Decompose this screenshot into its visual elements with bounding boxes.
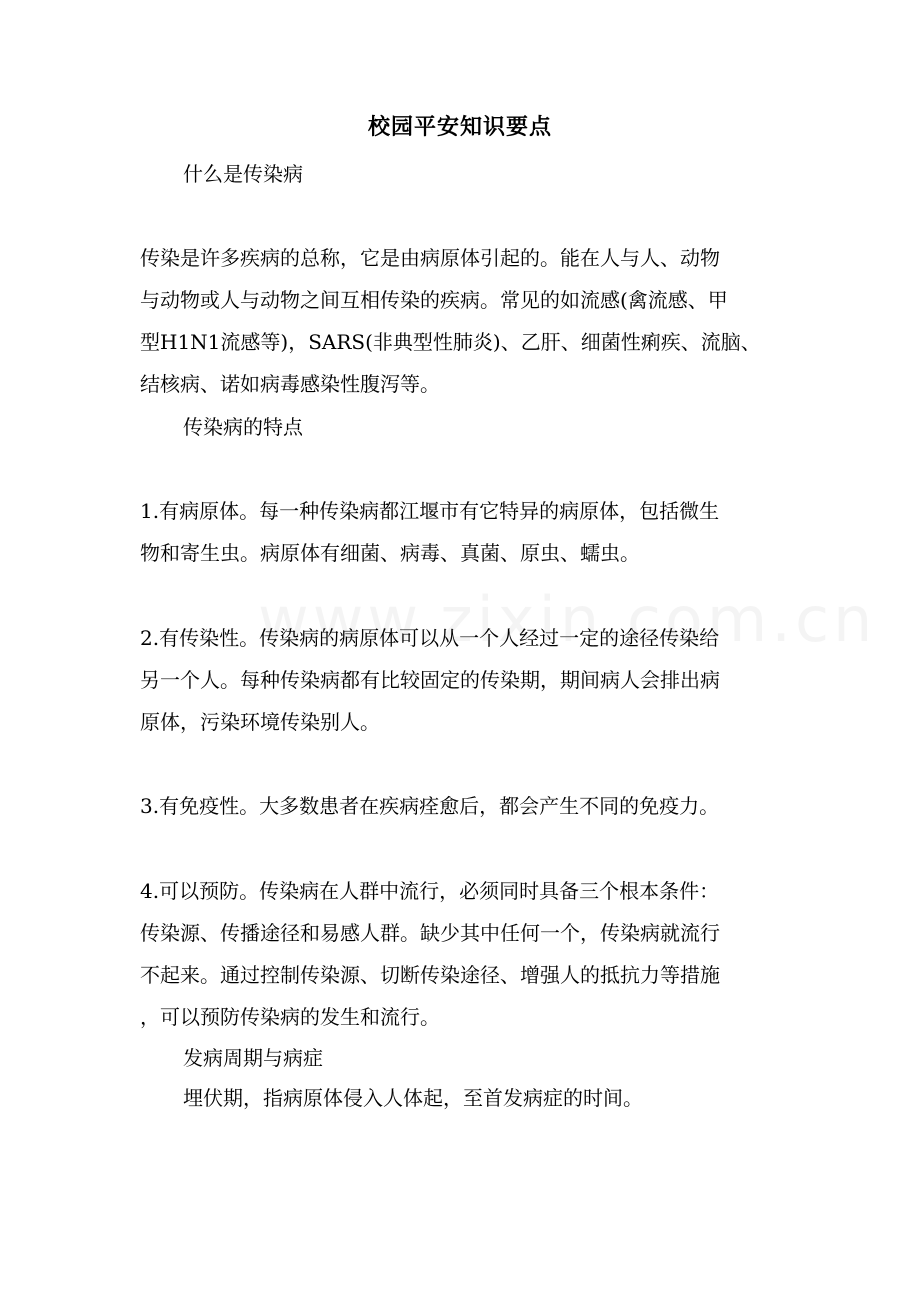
paragraph-line: 4.可以预防。传染病在人群中流行，必须同时具备三个根本条件：	[140, 879, 720, 903]
feature-2-paragraph	[140, 617, 780, 743]
paragraph-line: 结核病、诺如病毒感染性腹泻等。	[140, 372, 440, 396]
paragraph-line: 原体，污染环境传染别人。	[140, 710, 380, 734]
paragraph-line: 物和寄生虫。病原体有细菌、病毒、真菌、原虫、蠕虫。	[140, 541, 640, 565]
definition-paragraph	[140, 237, 780, 405]
feature-1-paragraph	[140, 490, 780, 574]
paragraph-line: 3.有免疫性。大多数患者在疾病痊愈后，都会产生不同的免疫力。	[140, 794, 720, 818]
paragraph-line: ，可以预防传染病的发生和流行。	[140, 1005, 440, 1029]
feature-3-paragraph	[140, 785, 780, 827]
paragraph-line: 2.有传染性。传染病的病原体可以从一个人经过一定的途径传染给	[140, 626, 720, 650]
paragraph-line: 另一个人。每种传染病都有比较固定的传染期，期间病人会排出病	[140, 668, 720, 692]
section-heading-cycle: 发病周期与病症	[183, 1046, 323, 1070]
paragraph-line: 型H1N1流感等)，SARS(非典型性肺炎)、乙肝、细菌性痢疾、流脑、	[140, 330, 761, 354]
section-heading-what: 什么是传染病	[183, 162, 303, 186]
document-title: 校园平安知识要点	[367, 114, 552, 140]
incubation-paragraph: 埋伏期，指病原体侵入人体起，至首发病症的时间。	[183, 1086, 643, 1110]
paragraph-line: 不起来。通过控制传染源、切断传染途径、增强人的抵抗力等措施	[140, 963, 720, 987]
paragraph-line: 传染是许多疾病的总称，它是由病原体引起的。能在人与人、动物	[140, 246, 720, 270]
feature-4-paragraph	[140, 870, 780, 1038]
paragraph-line: 1.有病原体。每一种传染病都江堰市有它特异的病原体，包括微生	[140, 499, 720, 523]
section-heading-features: 传染病的特点	[183, 415, 303, 439]
paragraph-line: 传染源、传播途径和易感人群。缺少其中任何一个，传染病就流行	[140, 921, 720, 945]
paragraph-line: 与动物或人与动物之间互相传染的疾病。常见的如流感(禽流感、甲	[140, 288, 728, 312]
